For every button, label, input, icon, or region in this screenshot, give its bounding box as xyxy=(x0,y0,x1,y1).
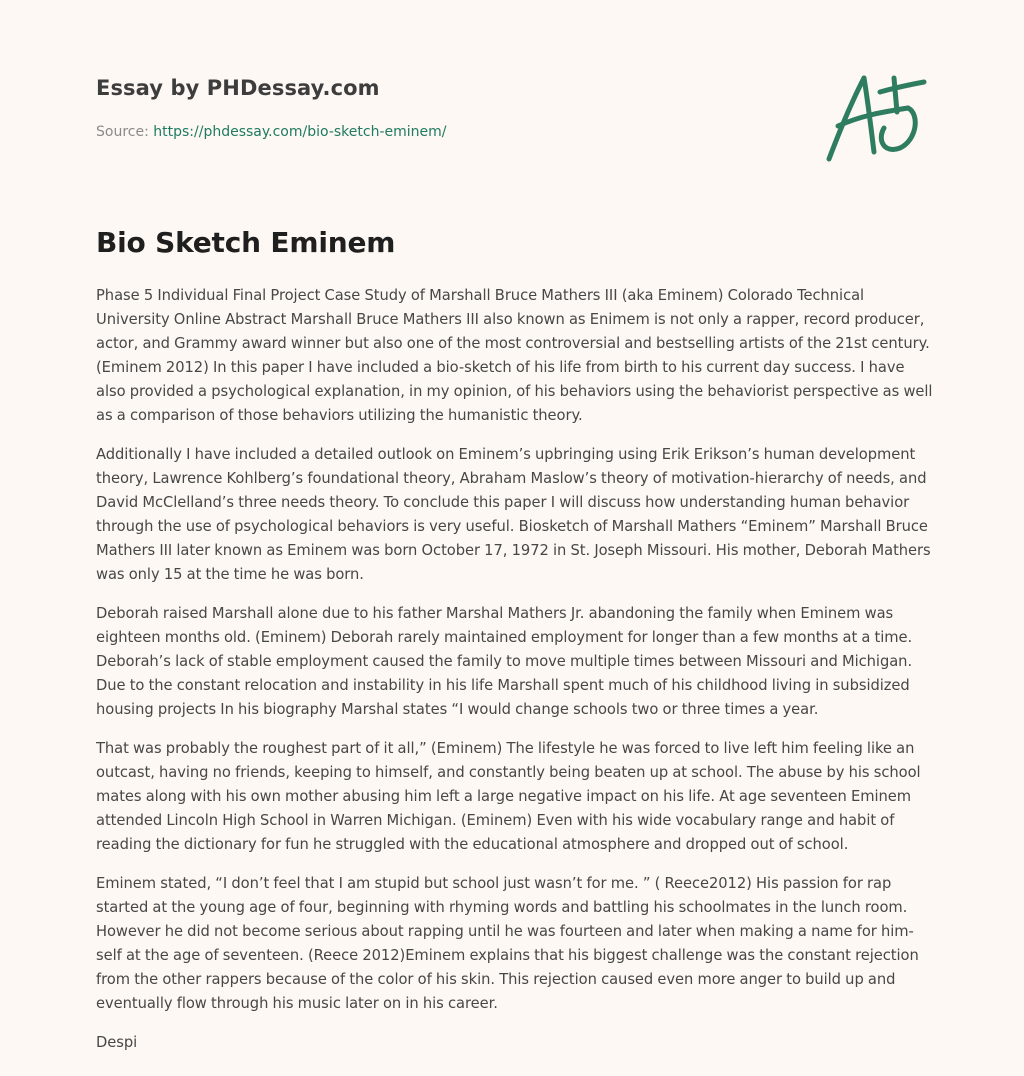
essay-paragraph-6: Despi xyxy=(96,1034,138,1051)
a-plus-logo-icon xyxy=(822,68,932,168)
essay-paragraph-1: Phase 5 Individual Final Project Case Study of Marshall Bruce Mathers III (aka Eminem) Colorado Technical University Online Abstract Marshall Bruce Mathers III also known as Enimem is not only a rapper, record producer, actor, and Grammy award winner but also one of the most controversial and bestselling artists of the 21st century. (Eminem 2012) In this paper I have included a bio-sketch of his life from birth to his current day success. I have also provided a psychological explanation, in my opinion, of his behaviors using the behaviorist perspective as well as a comparison of those behaviors utilizing the humanistic theory. xyxy=(96,287,933,424)
essay-paragraph-5: Eminem stated, “I don’t feel that I am stupid but school just wasn’t for me. ” ( Reece2012) His passion for rap started at the young age of four, beginning with rhyming words and battling his schoolmates in the lunch room. However he did not become serious about rapping until he was fourteen and later when making a name for him-self at the age of seventeen. (Reece 2012)Eminem explains that his biggest challenge was the constant rejection from the other rappers because of the color of his skin. This rejection caused even more anger to build up and eventually flow through his music later on in his career. xyxy=(96,875,919,1012)
essay-title: Bio Sketch Eminem xyxy=(96,226,396,259)
essay-body xyxy=(96,284,936,1070)
essay-paragraph-3: Deborah raised Marshall alone due to his father Marshal Mathers Jr. abandoning the family when Eminem was eighteen months old. (Eminem) Deborah rarely maintained employment for longer than a few months at a time. Deborah’s lack of stable employment caused the family to move multiple times between Missouri and Michigan. Due to the constant relocation and instability in his life Marshall spent much of his childhood living in subsidized housing projects In his biography Marshal states “I would change schools two or three times a year. xyxy=(96,605,913,718)
source-line xyxy=(96,124,447,140)
source-link[interactable]: https://phdessay.com/bio-sketch-eminem/ xyxy=(153,124,447,140)
essay-paragraph-2: Additionally I have included a detailed outlook on Eminem’s upbringing using Erik Erikson’s human development theory, Lawrence Kohlberg’s foundational theory, Abraham Maslow’s theory of motivation-hierarchy of needs, and David McClelland’s three needs theory. To conclude this paper I will discuss how understanding human behavior through the use of psychological behaviors is very useful. Biosketch of Marshall Mathers “Eminem” Marshall Bruce Mathers III later known as Eminem was born October 17, 1972 in St. Joseph Missouri. His mother, Deborah Mathers was only 15 at the time he was born. xyxy=(96,446,931,583)
source-label: Source: xyxy=(96,124,149,140)
essay-paragraph-4: That was probably the roughest part of it all,” (Eminem) The lifestyle he was forced to live left him feeling like an outcast, having no friends, keeping to himself, and constantly being beaten up at school. The abuse by his school mates along with his own mother abusing him left a large negative impact on his life. At age seventeen Eminem attended Lincoln High School in Warren Michigan. (Eminem) Even with his wide vocabulary range and habit of reading the dictionary for fun he struggled with the educational atmosphere and dropped out of school. xyxy=(96,740,921,853)
site-brand-title: Essay by PHDessay.com xyxy=(96,76,380,100)
